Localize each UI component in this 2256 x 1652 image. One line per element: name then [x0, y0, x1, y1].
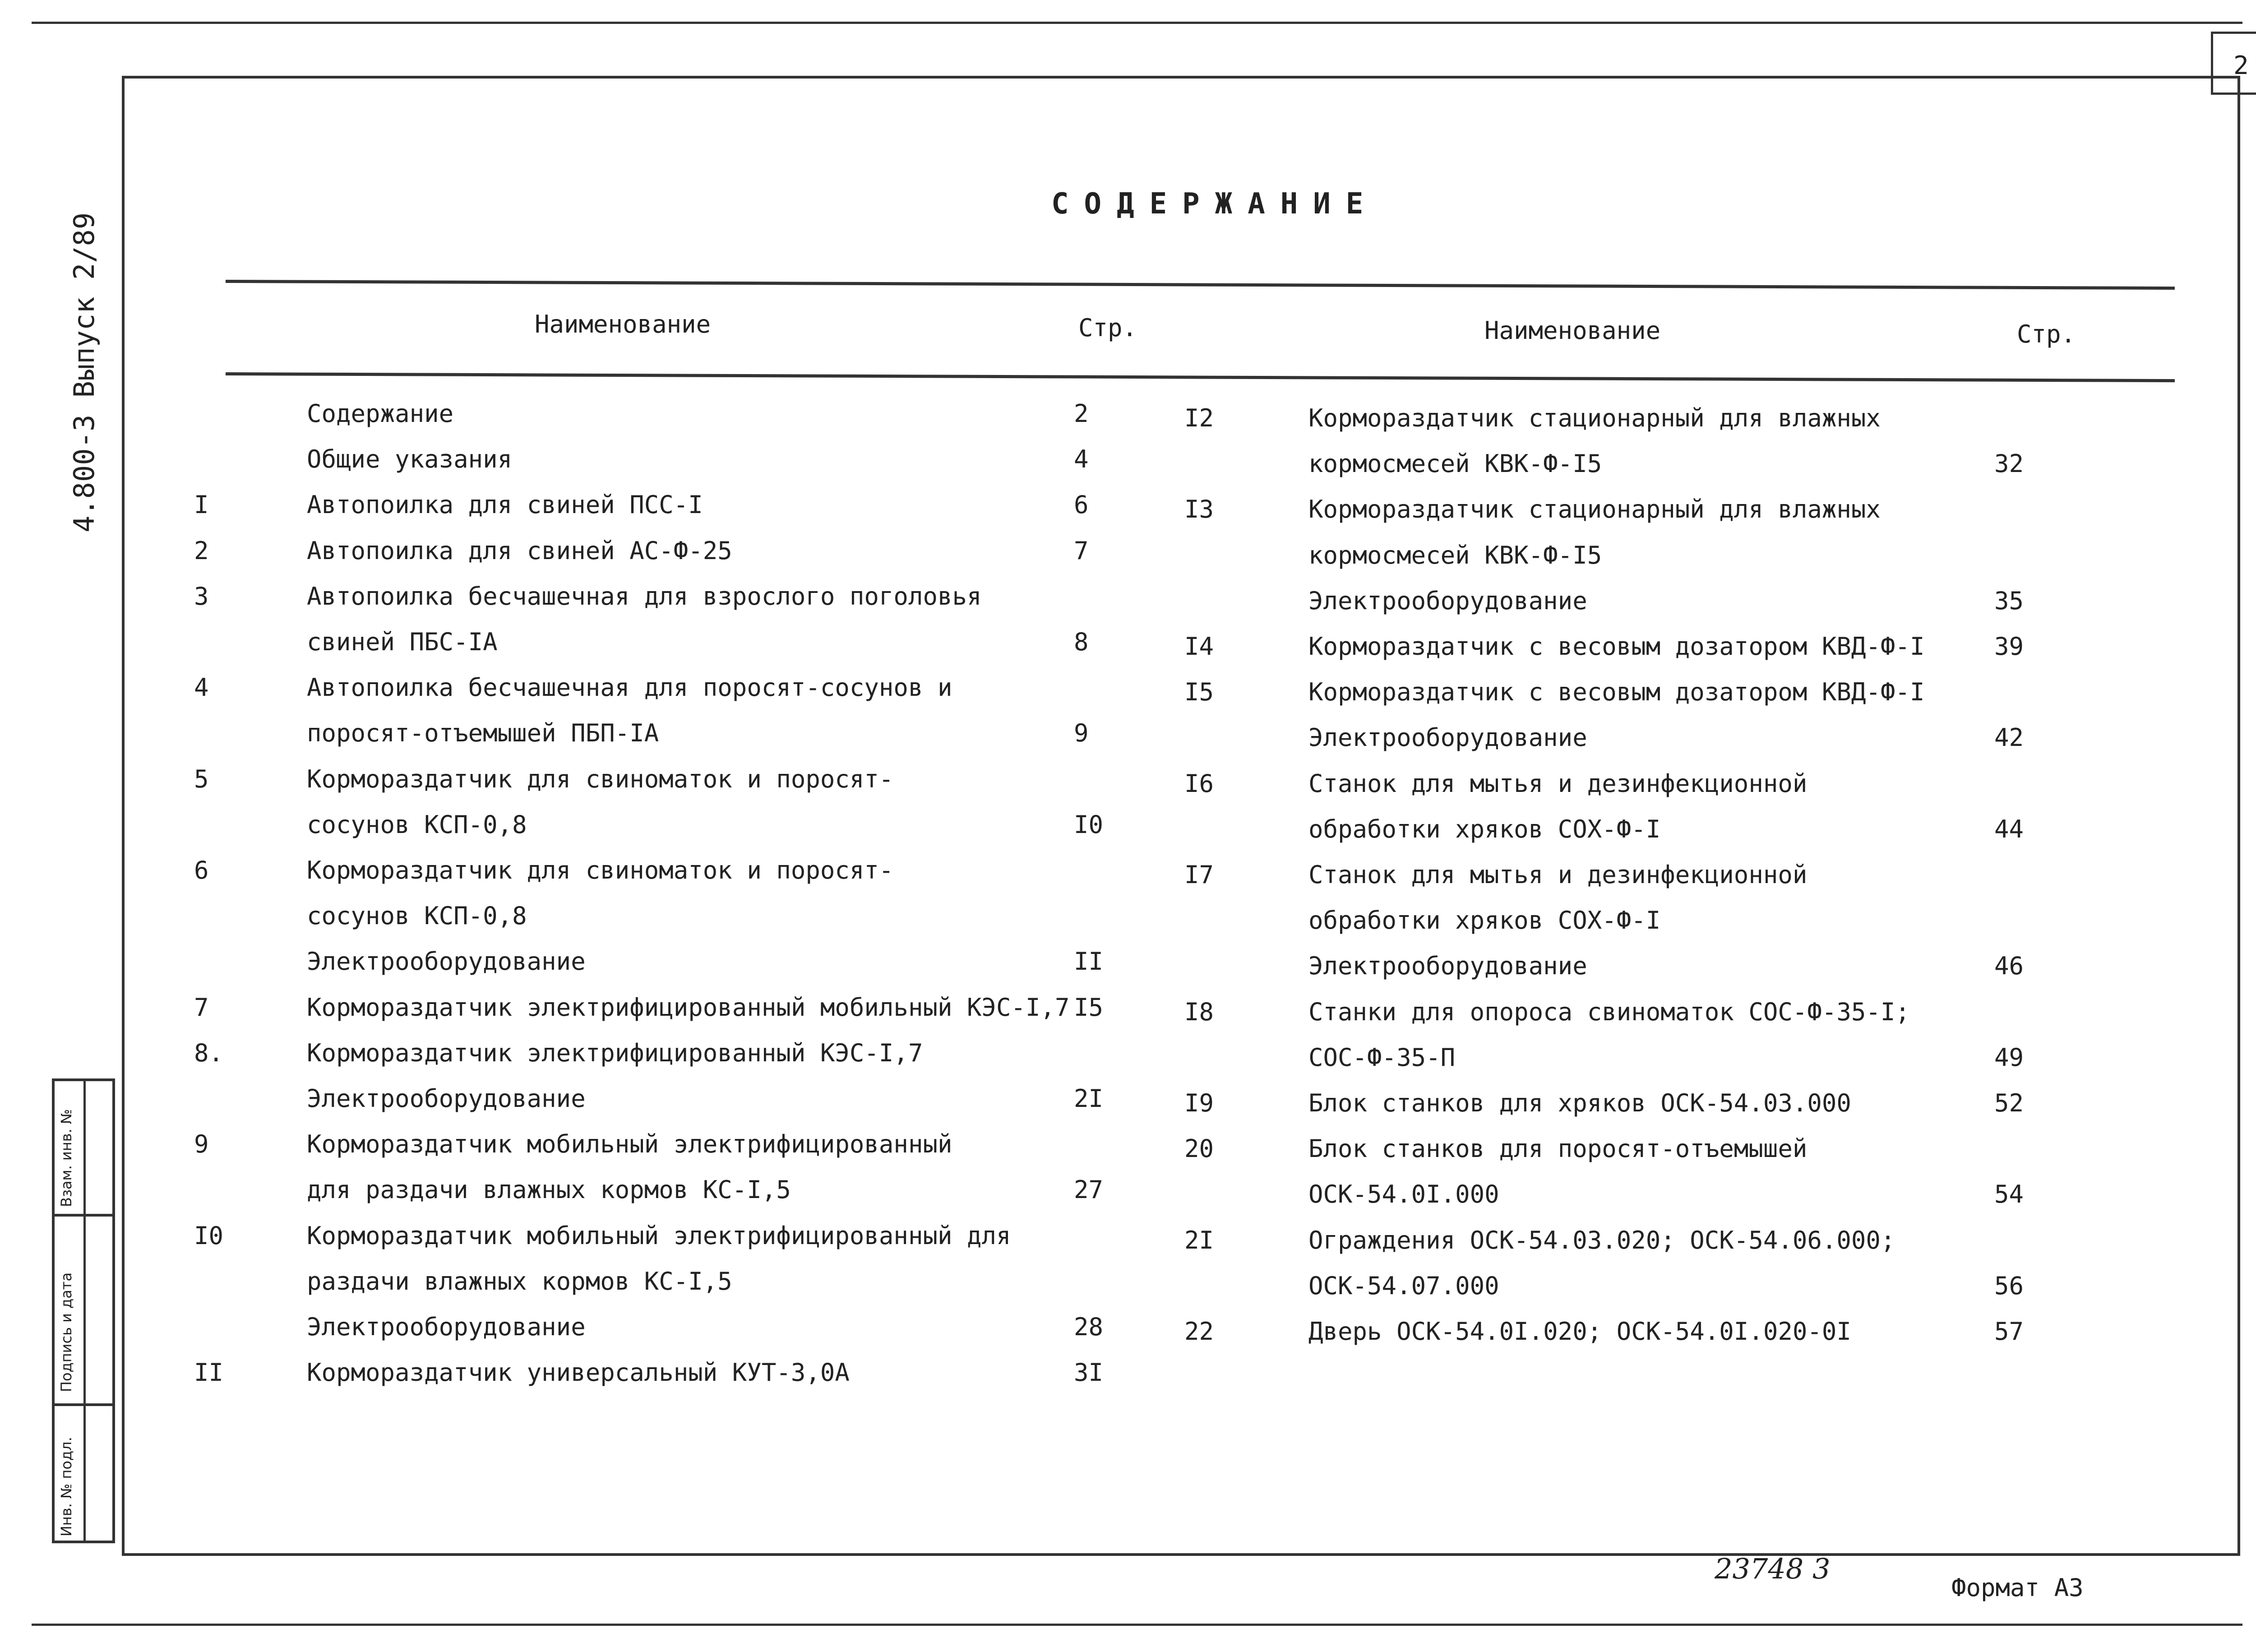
- row-number: 2I: [1184, 1226, 1214, 1254]
- row-number: I7: [1184, 861, 1214, 889]
- row-page: 46: [1994, 952, 2024, 980]
- header-name-right: Наименование: [1484, 316, 1661, 345]
- sheet-number: 2: [2233, 51, 2249, 80]
- footer-number: 23748 3: [1715, 1552, 1831, 1585]
- row-name: Станок для мытья и дезинфекционной: [1308, 861, 1808, 889]
- row-page: 56: [1994, 1272, 2024, 1300]
- row-name: сосунов КСП-0,8: [307, 810, 527, 839]
- row-name: Электрооборудование: [1308, 723, 1587, 752]
- row-number: 22: [1184, 1317, 1214, 1346]
- row-name: свиней ПБС-IА: [307, 628, 498, 656]
- row-number: 7: [194, 993, 209, 1022]
- row-name: Общие указания: [307, 445, 513, 473]
- row-name: Кормораздатчик универсальный КУТ-3,0А: [307, 1358, 850, 1387]
- row-name: ОСК-54.07.000: [1308, 1272, 1499, 1300]
- row-name: Блок станков для поросят-отъемышей: [1308, 1134, 1808, 1163]
- row-page: 44: [1994, 815, 2024, 843]
- row-name: Кормораздатчик стационарный для влажных: [1308, 404, 1881, 432]
- row-name: Электрооборудование: [307, 1084, 586, 1113]
- row-page: 4: [1074, 445, 1089, 473]
- row-page: 9: [1074, 719, 1089, 747]
- row-name: обработки хряков СОХ-Ф-I: [1308, 815, 1661, 843]
- row-page: 8: [1074, 628, 1089, 656]
- row-name: Электрооборудование: [307, 947, 586, 976]
- row-number: 9: [194, 1130, 209, 1158]
- row-number: 4: [194, 673, 209, 702]
- row-name: Кормораздатчик с весовым дозатором КВД-Ф-I: [1308, 678, 1925, 706]
- row-page: 54: [1994, 1180, 2024, 1208]
- row-name: сосунов КСП-0,8: [307, 902, 527, 930]
- row-page: 6: [1074, 491, 1089, 519]
- row-page: 35: [1994, 587, 2024, 615]
- row-page: I5: [1074, 993, 1104, 1022]
- row-name: Кормораздатчик для свиноматок и поросят-: [307, 765, 894, 793]
- row-page: 7: [1074, 537, 1089, 565]
- row-number: I3: [1184, 495, 1214, 523]
- row-name: Кормораздатчик с весовым дозатором КВД-Ф-I: [1308, 632, 1925, 661]
- row-name: кормосмесей КВК-Ф-I5: [1308, 449, 1602, 478]
- row-number: I8: [1184, 998, 1214, 1026]
- row-number: I0: [194, 1222, 224, 1250]
- row-page: II: [1074, 947, 1104, 976]
- row-name: Кормораздатчик стационарный для влажных: [1308, 495, 1881, 523]
- row-name: Автопоилка для свиней АС-Ф-25: [307, 537, 732, 565]
- top-border-line: [32, 22, 2242, 24]
- row-number: II: [194, 1358, 224, 1387]
- stamp-divider-2: [52, 1403, 115, 1406]
- row-name: ОСК-54.0I.000: [1308, 1180, 1499, 1208]
- row-number: 5: [194, 765, 209, 793]
- row-number: 6: [194, 856, 209, 884]
- header-page-right: Стр.: [2017, 320, 2076, 348]
- row-number: 20: [1184, 1134, 1214, 1163]
- row-name: Кормораздатчик электрифицированный мобильный КЭС-I,7: [307, 993, 1070, 1022]
- row-name: поросят-отъемышей ПБП-IА: [307, 719, 659, 747]
- page-title: СОДЕРЖАНИЕ: [1051, 187, 1379, 221]
- row-name: для раздачи влажных кормов КС-I,5: [307, 1175, 791, 1204]
- row-page: 39: [1994, 632, 2024, 661]
- bottom-border-line: [32, 1624, 2242, 1626]
- header-page-left: Стр.: [1078, 314, 1137, 342]
- row-page: 3I: [1074, 1358, 1104, 1387]
- row-number: I5: [1184, 678, 1214, 706]
- row-page: 2: [1074, 399, 1089, 428]
- doc-code: 4.800-3 Выпуск 2/89: [68, 212, 101, 532]
- row-name: Кормораздатчик мобильный электрифицированный для: [307, 1222, 1011, 1250]
- row-name: Электрооборудование: [1308, 952, 1587, 980]
- format-label: Формат А3: [1951, 1573, 2084, 1602]
- row-page: 2I: [1074, 1084, 1104, 1113]
- row-number: I9: [1184, 1089, 1214, 1117]
- row-page: 57: [1994, 1317, 2024, 1346]
- row-name: Блок станков для хряков ОСК-54.03.000: [1308, 1089, 1851, 1117]
- row-page: 27: [1074, 1175, 1104, 1204]
- row-page: 52: [1994, 1089, 2024, 1117]
- row-name: кормосмесей КВК-Ф-I5: [1308, 541, 1602, 569]
- row-name: Электрооборудование: [307, 1313, 586, 1341]
- row-page: 49: [1994, 1043, 2024, 1072]
- row-name: Кормораздатчик для свиноматок и поросят-: [307, 856, 894, 884]
- row-number: I: [194, 491, 209, 519]
- row-name: Автопоилка для свиней ПСС-I: [307, 491, 703, 519]
- row-name: Электрооборудование: [1308, 587, 1587, 615]
- stamp-inv-podl: Инв. № подл.: [58, 1437, 75, 1536]
- row-name: Автопоилка бесчашечная для взрослого поголовья: [307, 582, 982, 611]
- row-name: Содержание: [307, 399, 454, 428]
- row-name: Дверь ОСК-54.0I.020; ОСК-54.0I.020-0I: [1308, 1317, 1851, 1346]
- stamp-divider-v: [83, 1078, 86, 1543]
- header-name-left: Наименование: [535, 310, 711, 338]
- row-number: I4: [1184, 632, 1214, 661]
- row-name: раздачи влажных кормов КС-I,5: [307, 1267, 732, 1296]
- row-number: 8.: [194, 1039, 224, 1067]
- row-page: I0: [1074, 810, 1104, 839]
- row-name: Автопоилка бесчашечная для поросят-сосунов и: [307, 673, 952, 702]
- row-number: I6: [1184, 769, 1214, 798]
- stamp-divider-1: [52, 1214, 115, 1217]
- stamp-vzam-inv: Взам. инв. №: [58, 1109, 75, 1207]
- row-number: 2: [194, 537, 209, 565]
- row-page: 42: [1994, 723, 2024, 752]
- row-name: Кормораздатчик мобильный электрифицированный: [307, 1130, 952, 1158]
- row-name: Станки для опороса свиноматок СОС-Ф-35-I;: [1308, 998, 1910, 1026]
- row-name: обработки хряков СОХ-Ф-I: [1308, 906, 1661, 935]
- row-name: Ограждения ОСК-54.03.020; ОСК-54.06.000;: [1308, 1226, 1895, 1254]
- row-name: СОС-Ф-35-П: [1308, 1043, 1456, 1072]
- row-number: I2: [1184, 404, 1214, 432]
- row-name: Кормораздатчик электрифицированный КЭС-I,7: [307, 1039, 923, 1067]
- row-page: 32: [1994, 449, 2024, 478]
- stamp-podpis-data: Подпись и дата: [58, 1272, 75, 1392]
- row-number: 3: [194, 582, 209, 611]
- row-name: Станок для мытья и дезинфекционной: [1308, 769, 1808, 798]
- row-page: 28: [1074, 1313, 1104, 1341]
